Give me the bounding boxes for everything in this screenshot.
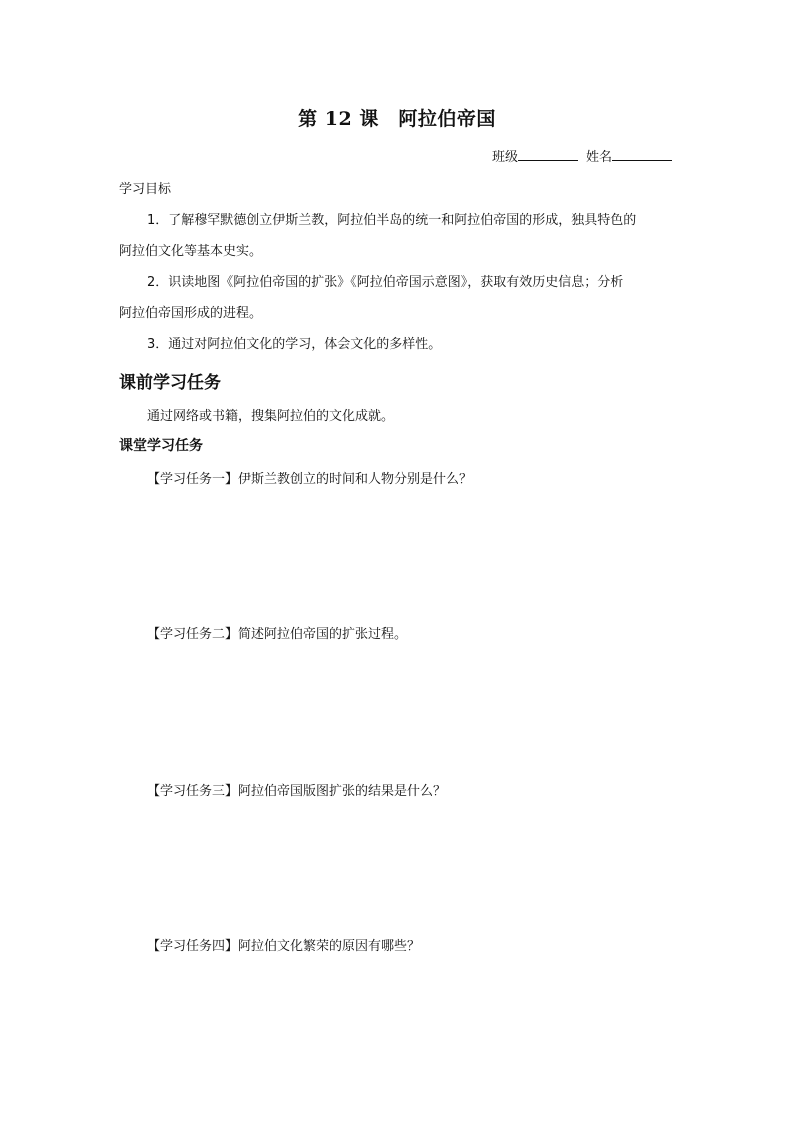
objective-2-line-1: 2．识读地图《阿拉伯帝国的扩张》《阿拉伯帝国示意图》，获取有效历史信息；分析 [147,275,624,290]
pre-class-heading: 课前学习任务 [119,373,221,393]
objective-3-line-1: 3．通过对阿拉伯文化的学习，体会文化的多样性。 [147,337,442,352]
task-3: 【学习任务三】阿拉伯帝国版图扩张的结果是什么？ [147,784,447,799]
name-label: 姓名 [585,150,612,165]
class-label: 班级 [491,150,518,165]
objectives-heading: 学习目标 [119,182,172,197]
task-2: 【学习任务二】简述阿拉伯帝国的扩张过程。 [147,627,408,642]
class-name-line [492,146,672,165]
objective-1-line-1: 1．了解穆罕默德创立伊斯兰教，阿拉伯半岛的统一和阿拉伯帝国的形成，独具特色的 [147,213,637,228]
in-class-heading: 课堂学习任务 [119,438,203,454]
class-blank[interactable] [518,148,578,161]
task-1: 【学习任务一】伊斯兰教创立的时间和人物分别是什么？ [147,472,473,487]
objective-2-line-2: 阿拉伯帝国形成的进程。 [119,306,263,321]
pre-class-text: 通过网络或书籍，搜集阿拉伯的文化成就。 [147,409,395,424]
page-title: 第 12 课 阿拉伯帝国 [298,108,496,130]
objective-1-line-2: 阿拉伯文化等基本史实。 [119,244,263,259]
name-blank[interactable] [612,148,672,161]
task-4: 【学习任务四】阿拉伯文化繁荣的原因有哪些？ [147,939,421,954]
